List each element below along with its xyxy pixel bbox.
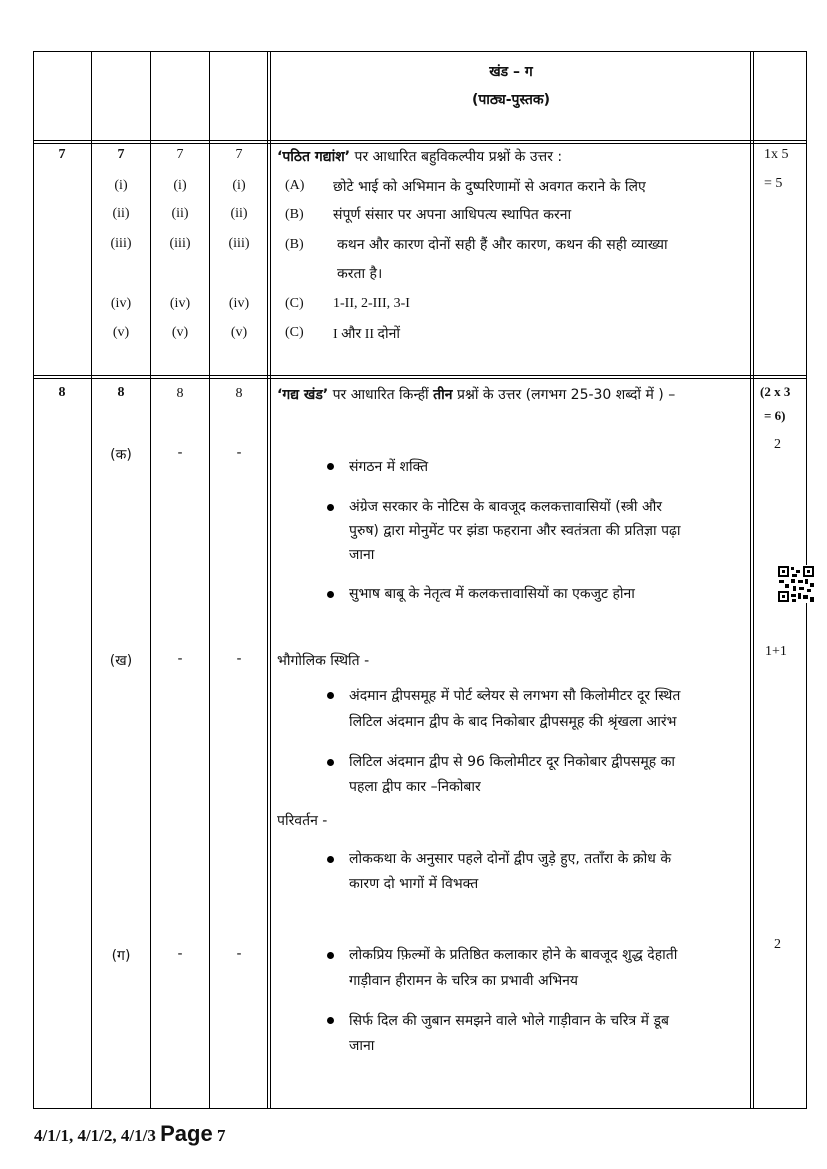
q8-kha-subheading: परिवर्तन - xyxy=(277,813,328,829)
row-divider xyxy=(33,140,807,144)
q7-roman: (i) xyxy=(114,178,128,193)
q7-answer: संपूर्ण संसार पर अपना आधिपत्य स्थापित करना xyxy=(333,207,572,223)
q8-part-ka-dash: - xyxy=(177,445,183,461)
q8-part-ga-dash: - xyxy=(236,946,242,962)
page-number: 7 xyxy=(216,1126,226,1145)
q8-ka-point: अंग्रेज सरकार के नोटिस के बावजूद कलकत्तावासियों (स्त्री और xyxy=(349,499,662,515)
q8-kha-point: अंदमान द्वीपसमूह में पोर्ट ब्लेयर से लगभग सौ किलोमीटर दूर स्थित xyxy=(349,688,681,704)
q8-set2-number: 8 xyxy=(176,386,184,401)
row-divider xyxy=(33,375,807,379)
q7-roman: (iii) xyxy=(228,236,250,251)
q8-part-ka-dash: - xyxy=(236,445,242,461)
q8-kha-point-cont: पहला द्वीप कार –निकोबार xyxy=(349,779,481,795)
bullet-icon xyxy=(327,692,334,699)
q7-option: (C) xyxy=(285,296,304,311)
q8-part-kha-dash: - xyxy=(236,651,242,667)
page-label: Page xyxy=(160,1121,213,1146)
q7-roman: (iv) xyxy=(228,296,250,311)
q8-ka-point: संगठन में शक्ति xyxy=(349,459,429,475)
q7-answer: छोटे भाई को अभिमान के दुष्परिणामों से अवगत कराने के लिए xyxy=(333,179,646,195)
q7-roman: (i) xyxy=(232,178,246,193)
q7-heading-rest: पर आधारित बहुविकल्पीय प्रश्नों के उत्तर : xyxy=(350,149,563,165)
bullet-icon xyxy=(327,1017,334,1024)
q7-marks-total: = 5 xyxy=(764,176,783,191)
q8-ka-point: सुभाष बाबू के नेतृत्व में कलकत्तावासियों का एकजुट होना xyxy=(349,586,635,602)
q8-ga-point-cont: गाड़ीवान हीरामन के चरित्र का प्रभावी अभिनय xyxy=(349,973,579,989)
q8-part-kha-marks: 1+1 xyxy=(765,644,787,659)
q7-roman: (iv) xyxy=(110,296,132,311)
q8-part-ga-dash: - xyxy=(177,946,183,962)
q8-marks-total: = 6) xyxy=(764,408,786,423)
q7-roman: (ii) xyxy=(112,206,130,221)
q7-roman: (iii) xyxy=(110,236,132,251)
q7-answer: 1-II, 2-III, 3-I xyxy=(333,296,410,311)
q8-ga-point-cont: जाना xyxy=(349,1038,375,1054)
q7-roman: (ii) xyxy=(171,206,189,221)
q7-set2-number: 7 xyxy=(176,147,184,162)
q8-kha-subheading: भौगोलिक स्थिति - xyxy=(277,653,370,669)
bullet-icon xyxy=(327,504,334,511)
q8-part-ka-marks: 2 xyxy=(774,437,781,452)
q7-roman: (v) xyxy=(171,325,189,340)
q7-roman: (i) xyxy=(173,178,187,193)
q8-part-ga-marks: 2 xyxy=(774,937,781,952)
q7-number: 7 xyxy=(58,147,66,162)
column-divider xyxy=(750,51,754,1109)
q7-marks: 1x 5 xyxy=(764,147,789,162)
q7-answer-cont: करता है। xyxy=(337,266,383,282)
q8-ka-point-cont: पुरुष) द्वारा मोनुमेंट पर झंडा फहराना और स्वतंत्रता की प्रतिज्ञा पढ़ा xyxy=(349,523,681,539)
q7-roman: (v) xyxy=(112,325,130,340)
q8-heading-rest: प्रश्नों के उत्तर (लगभग 25-30 शब्दों में ) – xyxy=(452,387,676,403)
section-subtitle: (पाठ्य-पुस्तक) xyxy=(471,92,551,108)
q8-ka-point-cont: जाना xyxy=(349,547,375,563)
q7-option: (C) xyxy=(285,325,304,340)
q8-heading-bold-count: तीन xyxy=(433,387,453,403)
q7-heading xyxy=(277,147,562,166)
q8-kha-point: लिटिल अंदमान द्वीप से 96 किलोमीटर दूर निकोबार द्वीपसमूह का xyxy=(349,754,675,770)
q8-heading-bold: ‘गद्य खंड’ xyxy=(277,387,329,403)
section-title: खंड – ग xyxy=(489,64,533,80)
q8-set3-number: 8 xyxy=(235,386,243,401)
q8-ga-point: सिर्फ दिल की जुबान समझने वाले भोले गाड़ीवान के चरित्र में डूब xyxy=(349,1013,669,1029)
q8-marks: (2 x 3 xyxy=(760,384,791,399)
q8-part-kha-label: (ख) xyxy=(109,653,133,669)
q8-kha-point-cont: कारण दो भागों में विभक्त xyxy=(349,876,479,892)
q8-heading xyxy=(277,385,675,404)
q8-part-ka-label: (क) xyxy=(110,447,132,463)
q7-answer: कथन और कारण दोनों सही हैं और कारण, कथन की सही व्याख्या xyxy=(337,237,668,253)
q8-heading-mid: पर आधारित किन्हीं xyxy=(328,387,434,403)
q7-roman: (ii) xyxy=(230,206,248,221)
qr-code-icon xyxy=(777,565,815,603)
q8-number: 8 xyxy=(58,385,66,400)
q7-roman: (iv) xyxy=(169,296,191,311)
column-divider xyxy=(91,51,92,1109)
column-divider xyxy=(150,51,151,1109)
q8-kha-point: लोककथा के अनुसार पहले दोनों द्वीप जुड़े हुए, तताँरा के क्रोध के xyxy=(349,851,672,867)
q7-roman: (iii) xyxy=(169,236,191,251)
paper-codes: 4/1/1, 4/1/2, 4/1/3 xyxy=(34,1126,156,1145)
column-divider xyxy=(267,51,271,1109)
bullet-icon xyxy=(327,591,334,598)
bullet-icon xyxy=(327,952,334,959)
page-footer xyxy=(34,1121,225,1147)
q7-option: (B) xyxy=(285,207,304,222)
bullet-icon xyxy=(327,463,334,470)
q8-part-kha-dash: - xyxy=(177,651,183,667)
q8-set1-number: 8 xyxy=(117,385,125,400)
q7-answer: I और II दोनों xyxy=(333,327,400,342)
column-divider xyxy=(209,51,210,1109)
bullet-icon xyxy=(327,759,334,766)
q8-ga-point: लोकप्रिय फ़िल्मों के प्रतिष्ठित कलाकार होने के बावजूद शुद्ध देहाती xyxy=(349,947,678,963)
q7-roman: (v) xyxy=(230,325,248,340)
q7-option: (B) xyxy=(285,237,304,252)
q8-part-ga-label: (ग) xyxy=(111,948,131,964)
q7-set1-number: 7 xyxy=(117,147,125,162)
q7-set3-number: 7 xyxy=(235,147,243,162)
bullet-icon xyxy=(327,856,334,863)
q7-option: (A) xyxy=(285,178,305,193)
q8-kha-point-cont: लिटिल अंदमान द्वीप के बाद निकोबार द्वीपसमूह की श्रृंखला आरंभ xyxy=(349,714,677,730)
q7-heading-bold: ‘पठित गद्यांश’ xyxy=(277,149,351,165)
